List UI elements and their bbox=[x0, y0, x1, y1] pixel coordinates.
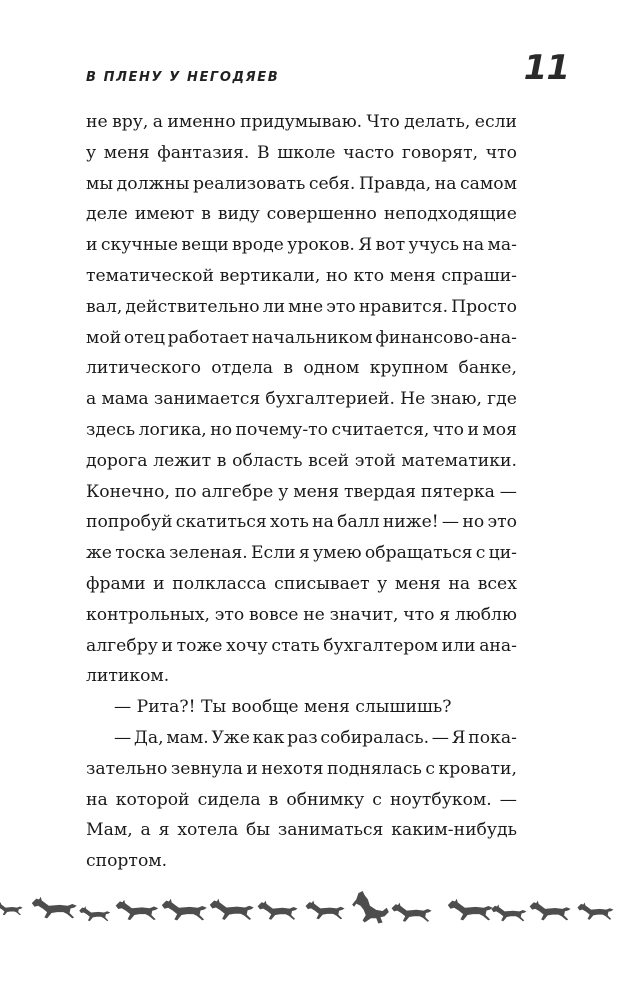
text-line bbox=[86, 507, 517, 538]
word: бухгалтером bbox=[323, 635, 438, 656]
horse-icon bbox=[448, 899, 493, 921]
word: как bbox=[252, 727, 285, 748]
horse-icon bbox=[210, 899, 254, 920]
word: что bbox=[432, 419, 465, 440]
word: не bbox=[303, 604, 325, 625]
word: — bbox=[499, 789, 517, 810]
word: а bbox=[152, 112, 163, 132]
text-line bbox=[86, 754, 517, 785]
word: бухгалтерией. bbox=[265, 389, 395, 410]
word: действительно bbox=[125, 296, 260, 317]
word: пятерка bbox=[420, 481, 495, 502]
word: Что bbox=[366, 112, 400, 132]
word: раз bbox=[287, 727, 318, 748]
word: поднялась bbox=[326, 758, 422, 779]
word: начальником bbox=[251, 327, 373, 348]
text-line bbox=[86, 292, 517, 323]
word: но bbox=[462, 512, 485, 533]
word: зевнула bbox=[170, 758, 243, 779]
text-line bbox=[86, 169, 517, 200]
word: хоть bbox=[269, 512, 309, 533]
word: кто bbox=[353, 265, 385, 286]
horse-icon bbox=[79, 906, 110, 921]
text-line-dialogue bbox=[86, 723, 517, 754]
text-line bbox=[86, 199, 517, 230]
word: придумываю. bbox=[240, 112, 363, 132]
text-line bbox=[86, 415, 517, 446]
word: балл bbox=[337, 512, 380, 533]
word: Правда, bbox=[358, 173, 432, 194]
word: если bbox=[474, 112, 517, 132]
horse-icon bbox=[32, 897, 77, 919]
word: зеленая. bbox=[169, 543, 248, 564]
word: умею bbox=[313, 543, 362, 564]
text-line bbox=[86, 569, 517, 600]
word: попробуй bbox=[86, 512, 173, 533]
word: вертикали, bbox=[219, 265, 321, 286]
word: и bbox=[161, 635, 173, 656]
word: в bbox=[268, 789, 279, 810]
word: банке, bbox=[458, 358, 517, 379]
word: мам. bbox=[166, 727, 209, 748]
word: Конечно, bbox=[86, 481, 170, 502]
word: или bbox=[441, 635, 476, 656]
word: зательно bbox=[86, 758, 168, 779]
word: вовсе bbox=[248, 604, 299, 625]
word: В bbox=[257, 142, 270, 163]
word: где bbox=[487, 389, 517, 410]
word: тематической bbox=[86, 265, 214, 286]
word: имеют bbox=[134, 204, 195, 225]
word: реализовать bbox=[193, 173, 306, 194]
word: здесь bbox=[86, 419, 136, 440]
word: литического bbox=[86, 358, 201, 379]
word: ма- bbox=[487, 235, 517, 256]
word: хотела bbox=[177, 820, 239, 841]
word: деле bbox=[86, 204, 128, 225]
word: с bbox=[425, 758, 435, 779]
word: и bbox=[153, 573, 165, 594]
word: фрами bbox=[86, 573, 146, 594]
word: стать bbox=[271, 635, 320, 656]
word: собиралась. bbox=[320, 727, 430, 748]
word: полкласса bbox=[172, 573, 267, 594]
word: совершенно bbox=[266, 204, 377, 225]
word: фантазия. bbox=[157, 142, 250, 163]
horse-icon bbox=[306, 901, 345, 920]
word: бы bbox=[246, 820, 271, 841]
word: тоска bbox=[115, 543, 166, 564]
horse-frieze bbox=[0, 885, 625, 945]
word: обнимку bbox=[286, 789, 365, 810]
word: кровати, bbox=[438, 758, 517, 779]
word: это bbox=[326, 296, 356, 317]
horse-icon bbox=[392, 903, 432, 922]
word: этой bbox=[354, 450, 396, 471]
word: меня bbox=[394, 573, 441, 594]
word: вот bbox=[375, 235, 406, 256]
word: по bbox=[174, 481, 197, 502]
word: у bbox=[377, 573, 388, 594]
word: люблю bbox=[454, 604, 517, 625]
word: и bbox=[246, 758, 258, 779]
word: у bbox=[278, 481, 289, 502]
word: в bbox=[216, 450, 227, 471]
word: Просто bbox=[451, 296, 517, 317]
word: вещи bbox=[181, 235, 229, 256]
word: школе bbox=[277, 142, 336, 163]
word: на bbox=[434, 173, 457, 194]
word: лежит bbox=[153, 450, 212, 471]
word: в bbox=[283, 358, 294, 379]
horse-rearing-icon bbox=[352, 891, 389, 924]
word: но bbox=[210, 419, 233, 440]
word: контрольных, bbox=[86, 604, 210, 625]
word: сидела bbox=[197, 789, 261, 810]
word: Мам, bbox=[86, 820, 133, 841]
word: — bbox=[431, 727, 449, 748]
text-line bbox=[86, 107, 517, 138]
word: почему-то bbox=[235, 419, 329, 440]
word: — bbox=[441, 512, 460, 533]
word: делать, bbox=[404, 112, 471, 132]
word: значит, bbox=[329, 604, 399, 625]
word: ниже! bbox=[382, 512, 439, 533]
text-line bbox=[86, 815, 517, 846]
text-line bbox=[86, 230, 517, 261]
word: отец bbox=[123, 327, 165, 348]
word: самом bbox=[460, 173, 517, 194]
word: не bbox=[86, 112, 108, 132]
word: отдела bbox=[211, 358, 274, 379]
word: с bbox=[372, 789, 382, 810]
word: спраши- bbox=[441, 265, 517, 286]
word: Не bbox=[400, 389, 426, 410]
word: Я bbox=[358, 235, 373, 256]
word: именно bbox=[167, 112, 236, 132]
text-line bbox=[86, 785, 517, 816]
word: с bbox=[475, 543, 486, 564]
text-line bbox=[86, 538, 517, 569]
word: считается, bbox=[331, 419, 430, 440]
horse-icon bbox=[577, 902, 613, 919]
word: должны bbox=[116, 173, 190, 194]
horse-icon bbox=[162, 899, 207, 921]
word: это bbox=[487, 512, 517, 533]
word: заниматься bbox=[277, 820, 384, 841]
word: область bbox=[232, 450, 303, 471]
text-line bbox=[86, 477, 517, 508]
word: меня bbox=[389, 265, 436, 286]
word: я bbox=[158, 820, 170, 841]
word: Я bbox=[451, 727, 466, 748]
word: которой bbox=[115, 789, 190, 810]
word: и bbox=[86, 235, 98, 256]
word: логика, bbox=[138, 419, 207, 440]
word: знаю, bbox=[430, 389, 482, 410]
word: меня bbox=[103, 142, 150, 163]
word: на bbox=[462, 235, 485, 256]
running-title: В ПЛЕНУ У НЕГОДЯЕВ bbox=[86, 70, 280, 85]
word: нравится. bbox=[358, 296, 449, 317]
text-line bbox=[86, 323, 517, 354]
word: занимается bbox=[153, 389, 261, 410]
word: мой bbox=[86, 327, 122, 348]
word: вру, bbox=[112, 112, 149, 132]
word: нехотя bbox=[261, 758, 324, 779]
word: меня bbox=[293, 481, 340, 502]
word: Если bbox=[251, 543, 296, 564]
word: но bbox=[326, 265, 348, 286]
word: а bbox=[86, 389, 97, 410]
word: ци- bbox=[488, 543, 517, 564]
word: твердая bbox=[343, 481, 416, 502]
word: часто bbox=[343, 142, 395, 163]
word: финансово-ана- bbox=[375, 327, 517, 348]
word: мама bbox=[101, 389, 149, 410]
horse-icon bbox=[530, 901, 571, 921]
horse-icon bbox=[116, 900, 159, 920]
text-line bbox=[86, 446, 517, 477]
word: и bbox=[467, 419, 479, 440]
text-line bbox=[86, 353, 517, 384]
word: Уже bbox=[211, 727, 250, 748]
word: ли bbox=[262, 296, 286, 317]
word: это bbox=[214, 604, 245, 625]
word: же bbox=[86, 543, 112, 564]
word: уроков. bbox=[287, 235, 355, 256]
word: каким-нибудь bbox=[391, 820, 517, 841]
word: алгебру bbox=[86, 635, 158, 656]
page-number: 11 bbox=[523, 48, 569, 88]
word: — bbox=[499, 481, 517, 502]
text-line: спортом. bbox=[86, 851, 168, 872]
word: моя bbox=[482, 419, 517, 440]
horse-icon bbox=[258, 901, 298, 920]
word: я bbox=[439, 604, 451, 625]
text-line bbox=[86, 631, 517, 662]
word: хочу bbox=[226, 635, 268, 656]
word: неподходящие bbox=[383, 204, 517, 225]
word: мне bbox=[288, 296, 324, 317]
word: я bbox=[298, 543, 310, 564]
word: скучные bbox=[100, 235, 178, 256]
word: математики. bbox=[401, 450, 517, 471]
word: а bbox=[140, 820, 151, 841]
word: в bbox=[201, 204, 211, 225]
word: ана- bbox=[479, 635, 517, 656]
word: себя. bbox=[308, 173, 356, 194]
word: на bbox=[86, 789, 108, 810]
horse-icon bbox=[0, 902, 23, 915]
text-line: литиком. bbox=[86, 666, 170, 687]
text-line-dialogue: — Рита?! Ты вообще меня слышишь? bbox=[114, 697, 452, 718]
horse-icon bbox=[491, 904, 526, 921]
word: учусь bbox=[408, 235, 460, 256]
word: алгебре bbox=[201, 481, 274, 502]
word: одном bbox=[303, 358, 360, 379]
word: что bbox=[403, 604, 435, 625]
word: обращаться bbox=[364, 543, 473, 564]
word: — bbox=[114, 727, 132, 748]
word: работает bbox=[167, 327, 250, 348]
text-line bbox=[86, 384, 517, 415]
word: на bbox=[448, 573, 471, 594]
word: виду bbox=[217, 204, 260, 225]
word: ноутбуком. bbox=[389, 789, 492, 810]
text-line bbox=[86, 261, 517, 292]
word: крупном bbox=[369, 358, 449, 379]
word: Да, bbox=[133, 727, 164, 748]
word: у bbox=[86, 142, 97, 163]
text-line bbox=[86, 138, 517, 169]
body-text bbox=[86, 107, 517, 877]
word: говорят, bbox=[401, 142, 479, 163]
word: всех bbox=[477, 573, 517, 594]
word: списывает bbox=[274, 573, 370, 594]
word: вал, bbox=[86, 296, 123, 317]
word: вроде bbox=[232, 235, 284, 256]
word: пока- bbox=[468, 727, 517, 748]
word: на bbox=[312, 512, 334, 533]
word: что bbox=[485, 142, 517, 163]
word: тоже bbox=[176, 635, 223, 656]
word: скатиться bbox=[175, 512, 267, 533]
text-line bbox=[86, 600, 517, 631]
word: мы bbox=[86, 173, 114, 194]
word: всей bbox=[308, 450, 350, 471]
word: дорога bbox=[86, 450, 148, 471]
